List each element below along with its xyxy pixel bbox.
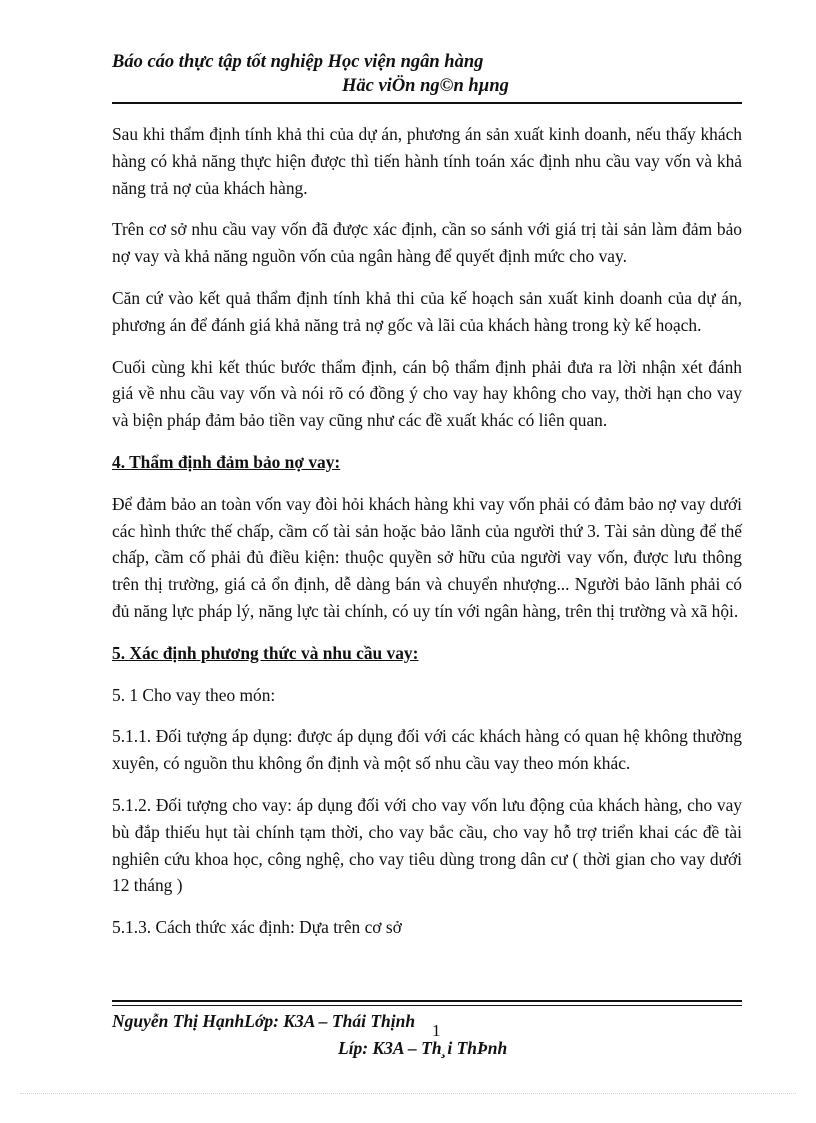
section-5-1-title: 5. 1 Cho vay theo món: xyxy=(112,684,276,705)
footer-rule-thick xyxy=(112,1000,742,1002)
item-5-1-1: 5.1.1. Đối tượng áp dụng: được áp dụng đối với các khách hàng có quan hệ không thường xuyên, có nguồn thu không ổn định và một số nhu cầu vay theo món khác. xyxy=(112,726,742,774)
footer-author-text: Nguyễn Thị HạnhLớp: K3A – Thái Thịnh xyxy=(112,1011,416,1031)
paragraph-2: Trên cơ sở nhu cầu vay vốn đã được xác định, cần so sánh với giá trị tài sản làm đảm bảo nợ vay và khả năng nguồn vốn của ngân hàng để quyết định mức cho vay. xyxy=(112,219,742,267)
item-5-1-2: 5.1.2. Đối tượng cho vay: áp dụng đối với cho vay vốn lưu động của khách hàng, cho vay bù đắp thiếu hụt tài chính tạm thời, cho vay bắc cầu, cho vay hỗ trợ triển khai các đề tài nghiên cứu khoa học, công nghệ, cho vay tiêu dùng trong dân cư ( thời gian cho vay dưới 12 tháng ) xyxy=(112,794,742,896)
footer-rule-thin xyxy=(112,1005,742,1006)
paragraph-3: Căn cứ vào kết quả thẩm định tính khả thi của kế hoạch sản xuất kinh doanh của dự án, phương án để đánh giá khả năng trả nợ gốc và lãi của khách hàng trong kỳ kế hoạch. xyxy=(112,287,742,335)
item-5-1-3: 5.1.3. Cách thức xác định: Dựa trên cơ sở xyxy=(112,917,402,938)
page-body xyxy=(112,121,742,956)
paragraph-4: Cuối cùng khi kết thúc bước thẩm định, cán bộ thẩm định phải đưa ra lời nhận xét đánh giá về nhu cầu vay vốn và nói rõ có đồng ý cho vay hay không cho vay, thời hạn cho vay và biện pháp đảm bảo tiền vay cũng như các đề xuất khác có liên quan. xyxy=(112,356,742,431)
footer-class-legacy-font: Líp: K3A – Th¸i ThÞnh xyxy=(338,1038,508,1058)
paragraph-1: Sau khi thẩm định tính khả thi của dự án, phương án sản xuất kinh doanh, nếu thấy khách hàng có khả năng thực hiện được thì tiến hành tính toán xác định nhu cầu vay vốn và khả năng trả nợ của khách hàng. xyxy=(112,124,742,198)
page-footer xyxy=(112,1000,742,1059)
page-header xyxy=(112,50,742,104)
header-subtitle-legacy-font: Häc viÖn ng©n hµng xyxy=(342,76,509,96)
section-5-heading: 5. Xác định phương thức và nhu cầu vay: xyxy=(112,642,419,663)
header-title: Báo cáo thực tập tốt nghiệp Học viện ngân hàng xyxy=(112,52,484,72)
page-bottom-border xyxy=(20,1093,796,1094)
section-4-heading: 4. Thẩm định đảm bảo nợ vay: xyxy=(112,451,341,472)
header-rule xyxy=(112,102,742,104)
page-number: 1 xyxy=(432,1021,441,1040)
section-4-text: Để đảm bảo an toàn vốn vay đòi hỏi khách hàng khi vay vốn phải có đảm bảo nợ vay dưới các hình thức thế chấp, cầm cố tài sản hoặc bảo lãnh của người thứ 3. Tài sản dùng để thế chấp, cầm cố phải đủ điều kiện: thuộc quyền sở hữu của người vay vốn, được lưu thông trên thị trường, giá cả ổn định, dễ dàng bán và chuyển nhượng... Người bảo lãnh phải có đủ năng lực pháp lý, năng lực tài chính, có uy tín với ngân hàng, trên thị trường và xã hội. xyxy=(112,493,742,621)
footer-author xyxy=(112,1010,742,1040)
